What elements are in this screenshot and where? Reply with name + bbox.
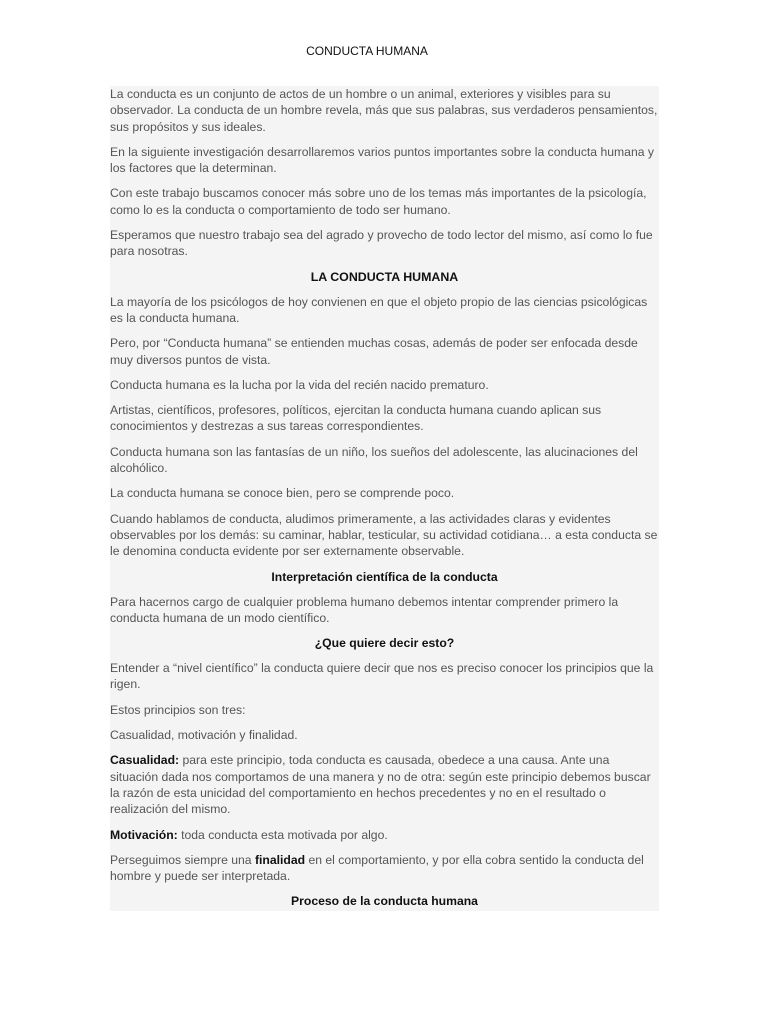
paragraph: Entender a “nivel científico” la conducta quiere decir que nos es preciso conocer los principios que la rigen. xyxy=(110,661,654,692)
finalidad-term: finalidad xyxy=(254,852,306,867)
paragraph: Para hacernos cargo de cualquier problema humano debemos intentar comprender primero la conducta humana de un modo científico. xyxy=(110,594,619,625)
paragraph: La conducta es un conjunto de actos de un hombre o un animal, exteriores y visibles para su observador. La conducta de un hombre revela, más que sus palabras, sus verdaderos pensamientos, sus propósitos y sus ideales. xyxy=(110,87,658,134)
section-heading: Proceso de la conducta humana xyxy=(291,894,478,909)
paragraph: Esperamos que nuestro trabajo sea del agrado y provecho de todo lector del mismo, así como lo fue para nosotras. xyxy=(110,228,653,259)
motivacion-term: Motivación: xyxy=(110,827,178,842)
paragraph: La conducta humana se conoce bien, pero se comprende poco. xyxy=(110,486,455,501)
paragraph: Casualidad, motivación y finalidad. xyxy=(110,728,298,743)
casualidad-paragraph xyxy=(110,752,659,817)
paragraph: Cuando hablamos de conducta, aludimos primeramente, a las actividades claras y evidentes observables por los demás: su caminar, hablar, testicular, su actividad cotidiana… a esta conducta se le denomina conducta evidente por ser externamente observable. xyxy=(110,511,658,559)
casualidad-text: para este principio, toda conducta es causada, obedece a una causa. Ante una situación dada nos comportamos de una manera y no de otra: según este principio debemos buscar la razón de esta unicidad del comportamiento en hechos precedentes y no en el resultado o realización del mismo. xyxy=(110,753,651,817)
section-heading: LA CONDUCTA HUMANA xyxy=(310,269,459,284)
paragraph: Estos principios son tres: xyxy=(110,702,246,717)
finalidad-paragraph xyxy=(110,852,659,885)
casualidad-term: Casualidad: xyxy=(110,753,180,768)
document-title: CONDUCTA HUMANA xyxy=(306,44,428,58)
finalidad-before: Perseguimos siempre una xyxy=(110,852,255,867)
motivacion-paragraph xyxy=(110,827,659,843)
paragraph: Con este trabajo buscamos conocer más sobre uno de los temas más importantes de la psicología, como lo es la conducta o comportamiento de todo ser humano. xyxy=(110,186,647,217)
paragraph: Artistas, científicos, profesores, políticos, ejercitan la conducta humana cuando aplican sus conocimientos y destrezas a sus tareas correspondientes. xyxy=(110,403,602,434)
motivacion-text: toda conducta esta motivada por algo. xyxy=(177,827,388,842)
paragraph: La mayoría de los psicólogos de hoy convienen en que el objeto propio de las ciencias psicológicas es la conducta humana. xyxy=(110,294,648,325)
document-body xyxy=(110,86,659,911)
section-heading: Interpretación científica de la conducta xyxy=(271,569,498,584)
paragraph: Conducta humana son las fantasías de un niño, los sueños del adolescente, las alucinaciones del alcohólico. xyxy=(110,444,638,476)
paragraph: En la siguiente investigación desarrollaremos varios puntos importantes sobre la conducta humana y los factores que la determinan. xyxy=(110,144,654,176)
paragraph: Conducta humana es la lucha por la vida del recién nacido prematuro. xyxy=(110,377,489,392)
paragraph: Pero, por “Conducta humana” se entienden muchas cosas, además de poder ser enfocada desde muy diversos puntos de vista. xyxy=(110,336,638,367)
finalidad-after: en el comportamiento, y por ella cobra sentido la conducta del hombre y puede ser interpretada. xyxy=(110,852,644,884)
section-heading: ¿Que quiere decir esto? xyxy=(314,636,455,651)
